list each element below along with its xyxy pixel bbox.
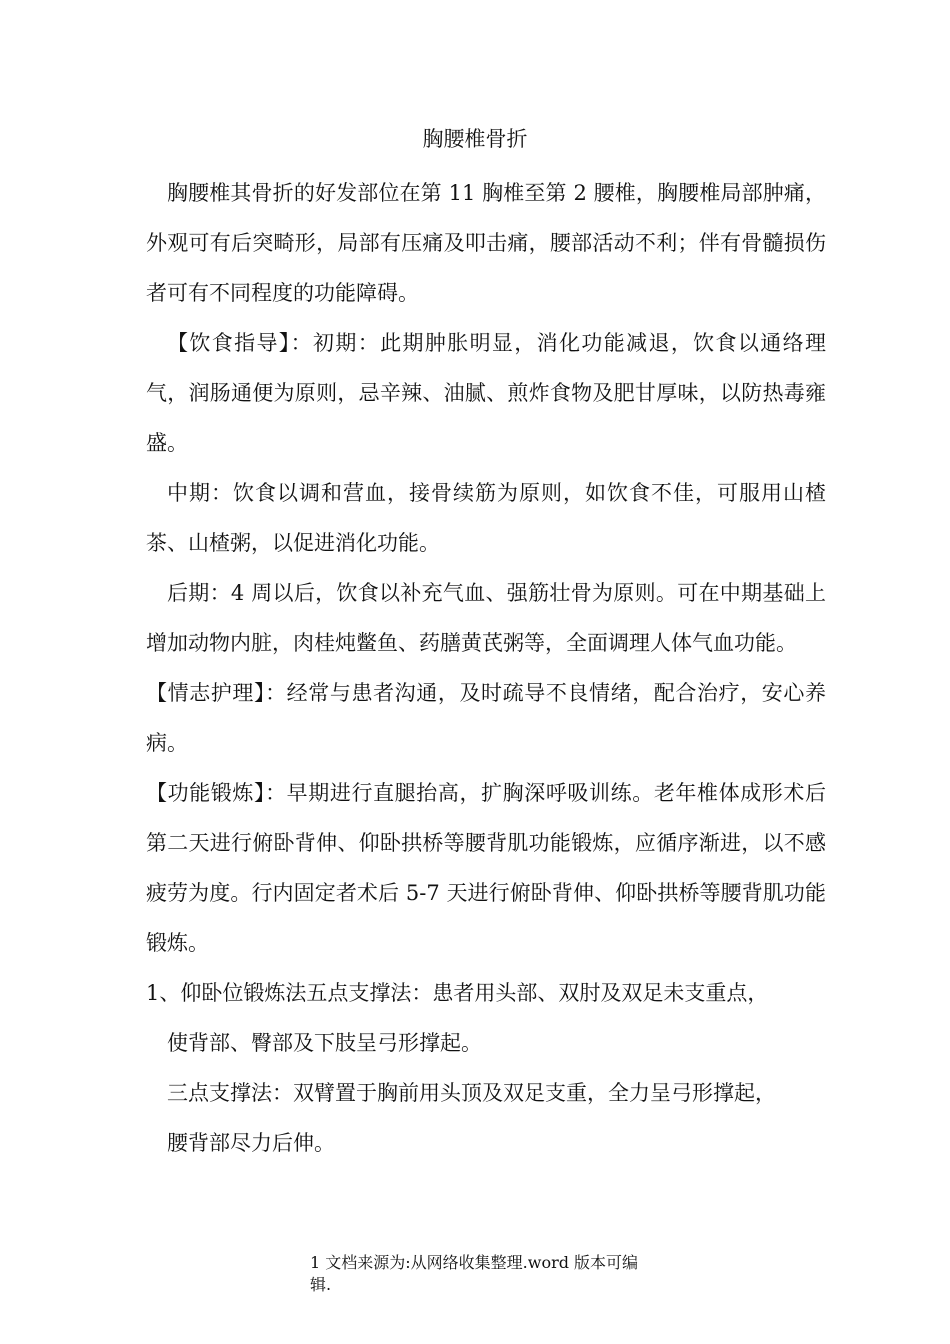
paragraph-diet-early: 【饮食指导】：初期：此期肿胀明显，消化功能减退，饮食以通络理气，润肠通便为原则，忌辛辣、油腻、煎炸食物及肥甘厚味，以防热毒雍盛。 — [146, 331, 826, 455]
paragraph-supine-five-point: 1、仰卧位锻炼法五点支撑法：患者用头部、双肘及双足未支重点， — [146, 981, 769, 1005]
paragraph-diet-middle: 中期：饮食以调和营血，接骨续筋为原则，如饮食不佳，可服用山楂茶、山楂粥，以促进消化功能。 — [146, 481, 826, 555]
paragraph-diet-late: 后期：4 周以后，饮食以补充气血、强筋壮骨为原则。可在中期基础上增加动物内脏，肉桂炖鳖鱼、药膳黄芪粥等，全面调理人体气血功能。 — [146, 581, 826, 655]
paragraph-emotional-care: 【情志护理】：经常与患者沟通，及时疏导不良情绪，配合治疗，安心养病。 — [146, 681, 826, 755]
page-footer: 1 文档来源为:从网络收集整理.word 版本可编辑. — [310, 1253, 639, 1294]
document-body — [146, 168, 826, 1168]
paragraph-intro: 胸腰椎其骨折的好发部位在第 11 胸椎至第 2 腰椎，胸腰椎局部肿痛，外观可有后突畸形，局部有压痛及叩击痛，腰部活动不利；伴有骨髓损伤者可有不同程度的功能障碍。 — [146, 181, 826, 305]
paragraph-supine-five-point-cont: 使背部、臀部及下肢呈弓形撑起。 — [167, 1031, 482, 1055]
document-title: 胸腰椎骨折 — [422, 127, 528, 151]
paragraph-three-point-cont: 腰背部尽力后伸。 — [167, 1131, 335, 1155]
paragraph-exercise: 【功能锻炼】：早期进行直腿抬高，扩胸深呼吸训练。老年椎体成形术后第二天进行俯卧背伸、仰卧拱桥等腰背肌功能锻炼，应循序渐进，以不感疲劳为度。行内固定者术后 5-7 天进行俯卧背伸、仰卧拱桥等腰背肌功能锻炼。 — [146, 781, 826, 955]
paragraph-three-point: 三点支撑法：双臂置于胸前用头顶及双足支重，全力呈弓形撑起， — [167, 1081, 776, 1105]
